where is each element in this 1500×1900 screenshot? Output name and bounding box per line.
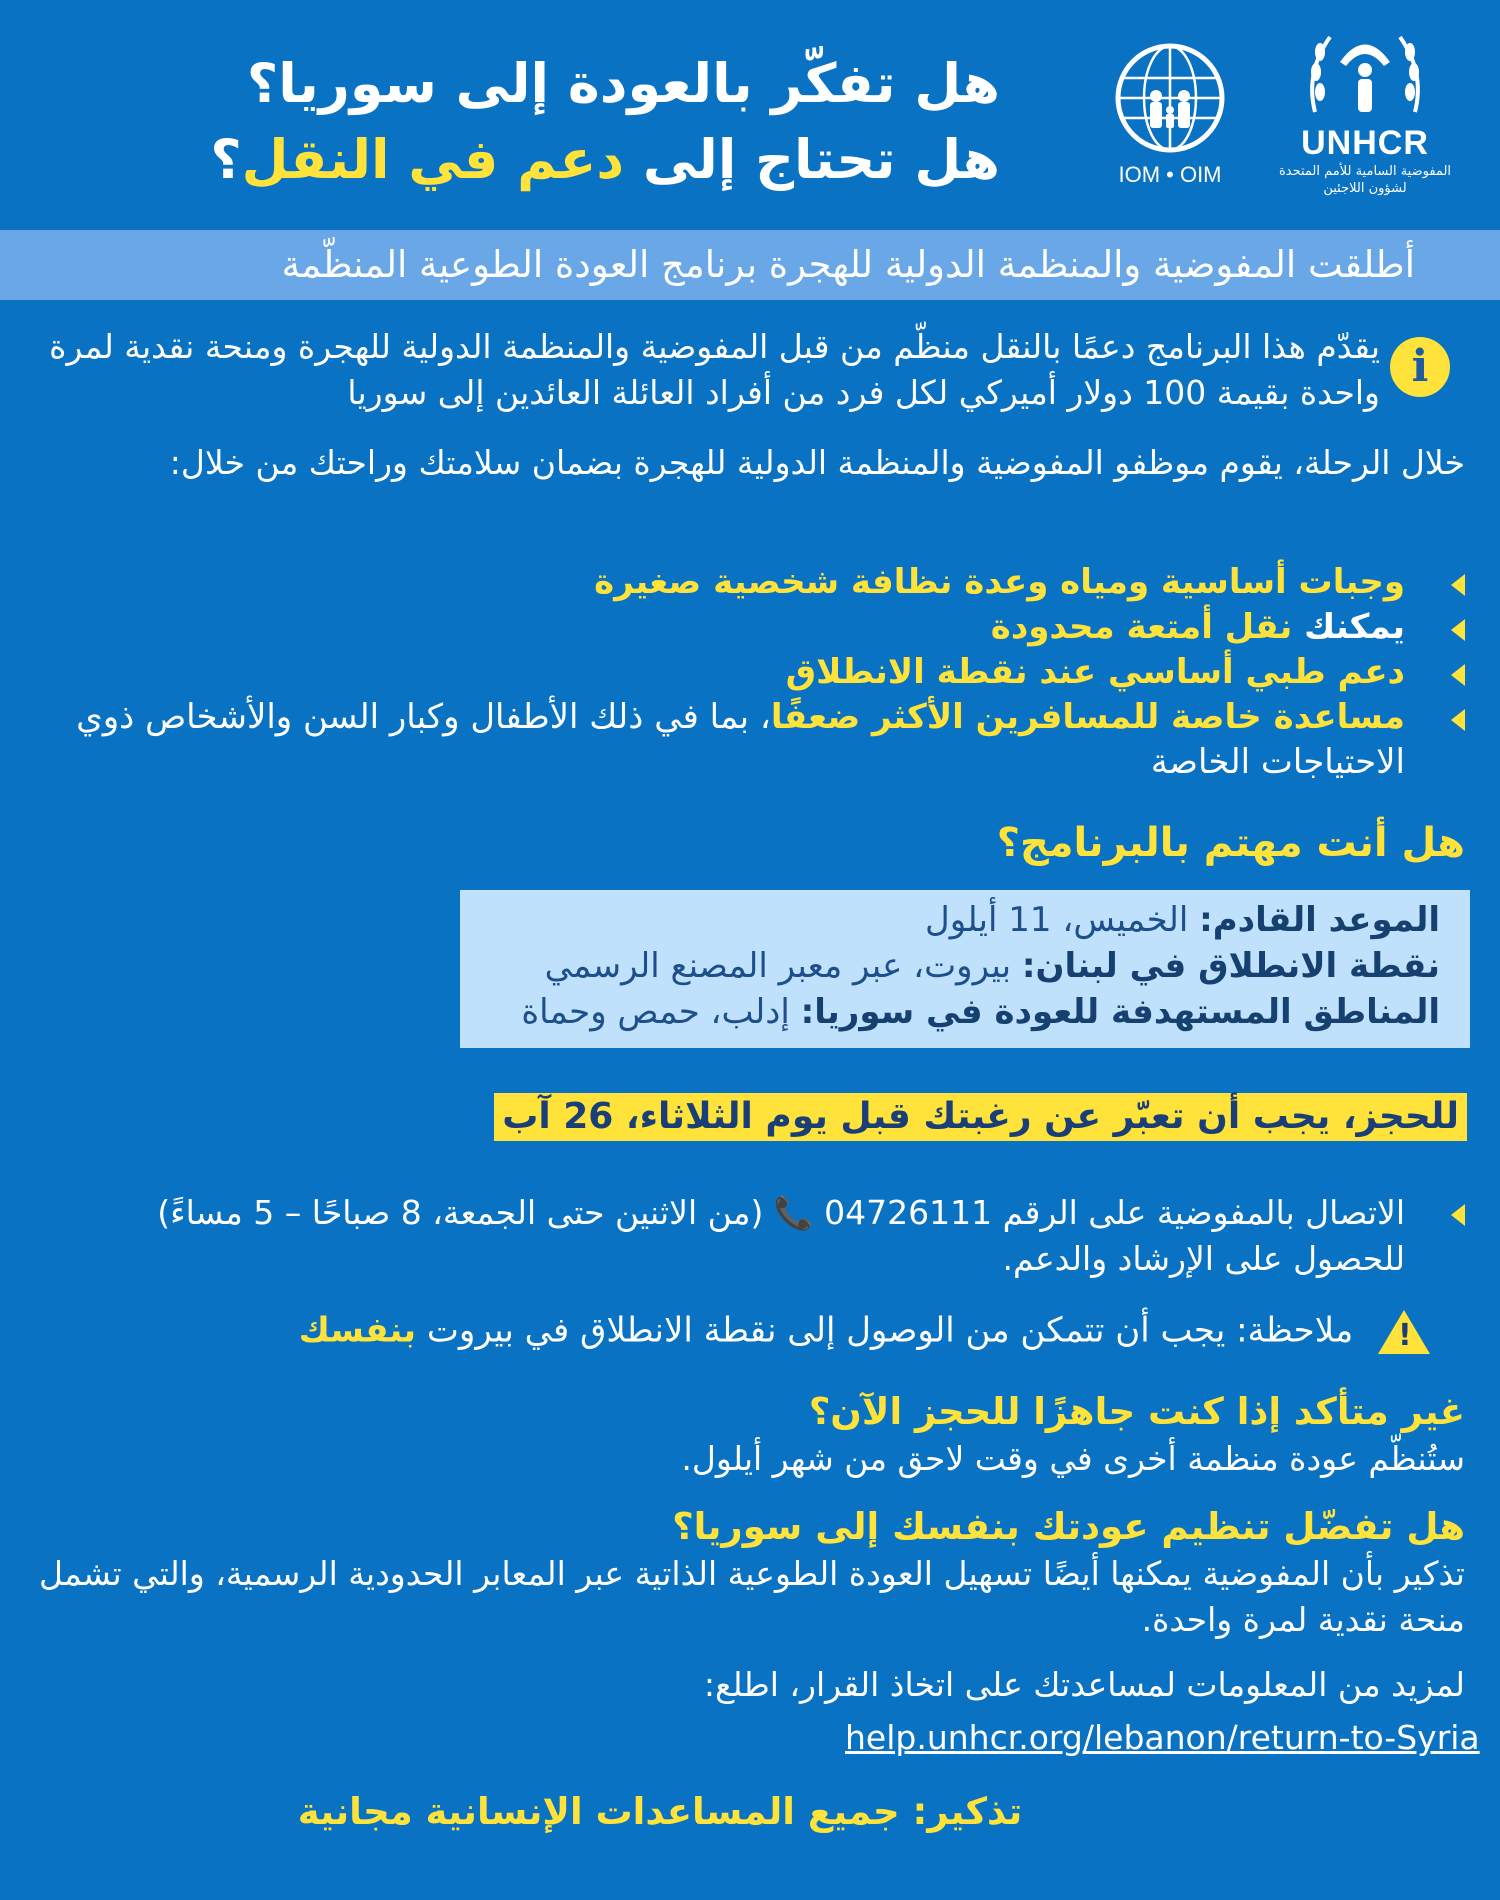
departure-label: نقطة الانطلاق في لبنان:	[1021, 945, 1440, 986]
warning-icon: !	[1378, 1310, 1430, 1354]
deadline-banner: للحجز، يجب أن تعبّر عن رغبتك قبل يوم الثلاثاء، 26 آب	[494, 1093, 1467, 1141]
services-list	[15, 560, 1465, 784]
service-highlight: وجبات أساسية ومياه وعدة نظافة شخصية صغيرة	[594, 562, 1405, 602]
interested-title: هل أنت مهتم بالبرنامج؟	[996, 820, 1465, 866]
areas-row	[460, 990, 1440, 1036]
question-self-return-text: تذكير بأن المفوضية يمكنها أيضًا تسهيل العودة الطوعية الذاتية عبر المعابر الحدودية الرسمية، والتي تشمل منحة نقدية لمرة واحدة.	[38, 1554, 1465, 1639]
contact-text-post: (من الاثنين حتى الجمعة، 8 صباحًا – 5 مساءً) للحصول على الإرشاد والدعم.	[157, 1193, 1405, 1278]
service-item	[15, 605, 1465, 650]
service-item	[15, 695, 1465, 785]
question-not-ready-text: ستُنظّم عودة منظمة أخرى في وقت لاحق من شهر أيلول.	[681, 1439, 1465, 1478]
iom-logo	[1100, 38, 1240, 188]
more-info-text: لمزيد من المعلومات لمساعدتك على اتخاذ القرار، اطلع:	[703, 1665, 1465, 1704]
note-text: ملاحظة: يجب أن تتمكن من الوصول إلى نقطة الانطلاق في بيروت	[416, 1310, 1354, 1351]
info-icon: i	[1390, 337, 1450, 397]
service-pre: يمكنك	[1292, 606, 1405, 647]
note	[299, 1310, 1430, 1354]
during-trip-text: خلال الرحلة، يقوم موظفو المفوضية والمنظمة الدولية للهجرة بضمان سلامتك وراحتك من خلال:	[169, 443, 1465, 482]
contact-list	[40, 1190, 1465, 1281]
contact-text-pre: الاتصال بالمفوضية على الرقم 04726111	[813, 1193, 1405, 1232]
intro-text: يقدّم هذا البرنامج دعمًا بالنقل منظّم من قبل المفوضية والمنظمة الدولية للهجرة ومنحة نقدية لمرة واحدة بقيمة 100 دولار أميركي لكل فرد من أفراد العائلة العائدين إلى سوريا	[49, 327, 1380, 412]
bullet-triangle-icon	[1451, 709, 1465, 731]
departure-value: بيروت، عبر معبر المصنع الرسمي	[544, 945, 1022, 986]
phone-icon: 📞	[773, 1194, 814, 1232]
unhcr-name: UNHCR	[1301, 124, 1429, 162]
date-value: الخميس، 11 أيلول	[925, 900, 1200, 940]
title-line2-highlight: دعم في النقل	[241, 128, 625, 191]
iom-emblem-icon	[1110, 38, 1230, 156]
service-item	[15, 560, 1465, 605]
service-item	[15, 650, 1465, 695]
bullet-triangle-icon	[1451, 619, 1465, 641]
service-highlight: نقل أمتعة محدودة	[990, 606, 1293, 647]
title-line2-pre: هل تحتاج إلى	[624, 128, 1000, 191]
service-highlight: دعم طبي أساسي عند نقطة الانطلاق	[785, 651, 1405, 692]
bullet-triangle-icon	[1451, 664, 1465, 686]
areas-value: إدلب، حمص وحماة	[521, 991, 801, 1032]
unhcr-subtitle-line1: المفوضية السامية للأمم المتحدة	[1278, 164, 1452, 179]
details-box	[460, 890, 1470, 1048]
note-highlight: بنفسك	[298, 1310, 417, 1351]
date-label: الموعد القادم:	[1199, 900, 1440, 940]
departure-row	[460, 944, 1440, 990]
unhcr-subtitle-line2: لشؤون اللاجئين	[1323, 180, 1407, 196]
bullet-triangle-icon	[1451, 1204, 1465, 1226]
title-line2-post: ؟	[210, 128, 242, 191]
areas-label: المناطق المستهدفة للعودة في سوريا:	[800, 991, 1440, 1032]
service-rest: ، بما في ذلك الأطفال وكبار السن والأشخاص ذوي الاحتياجات الخاصة	[76, 696, 1405, 782]
question-self-return-title: هل تفضّل تنظيم عودتك بنفسك إلى سوريا؟	[672, 1505, 1465, 1548]
service-highlight: مساعدة خاصة للمسافرين الأكثر ضعفًا	[770, 696, 1405, 737]
program-banner: أطلقت المفوضية والمنظمة الدولية للهجرة برنامج العودة الطوعية المنظّمة	[0, 230, 1500, 300]
page-title-line1: هل تفكّر بالعودة إلى سوريا؟	[246, 52, 1000, 115]
unhcr-logo	[1250, 22, 1480, 198]
reminder-text: تذكير: جميع المساعدات الإنسانية مجانية	[297, 1790, 1023, 1833]
unhcr-emblem-icon	[1300, 22, 1430, 122]
iom-name: IOM • OIM	[1118, 162, 1222, 187]
page-title-line2	[210, 128, 1000, 193]
bullet-triangle-icon	[1451, 574, 1465, 596]
date-row	[460, 898, 1440, 944]
contact-item	[40, 1190, 1465, 1281]
help-link[interactable]: help.unhcr.org/lebanon/return-to-Syria	[845, 1718, 1480, 1757]
question-not-ready-title: غير متأكد إذا كنت جاهزًا للحجز الآن؟	[808, 1390, 1465, 1433]
